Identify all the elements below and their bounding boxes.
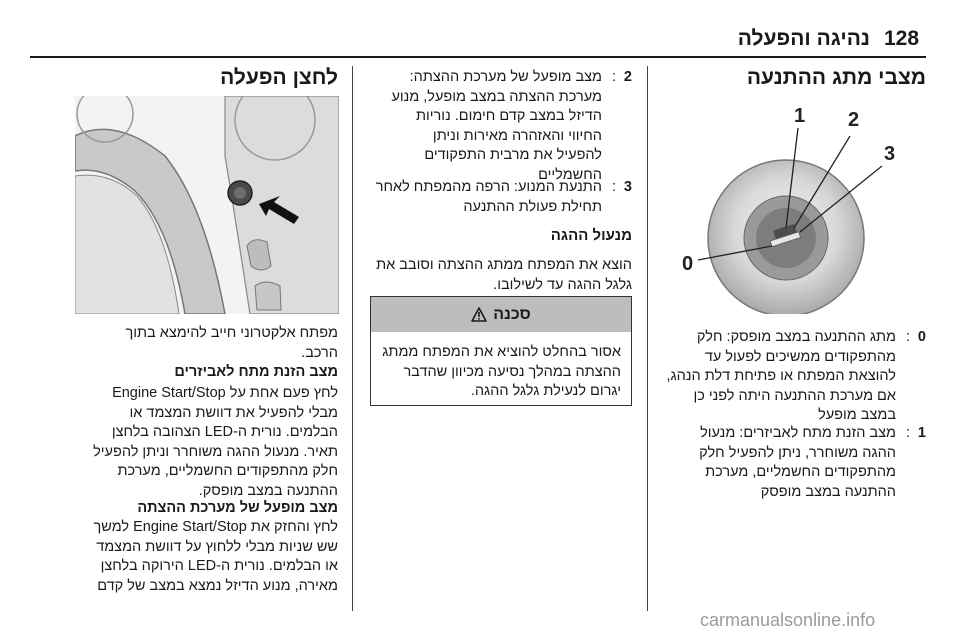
column-divider-left (352, 66, 353, 611)
danger-header (371, 297, 631, 332)
item-number: 2 (623, 69, 632, 85)
left-intro-text: מפתח אלקטרוני חייב להימצא בתוך הרכב. (125, 325, 338, 361)
danger-title: סכנה (493, 305, 531, 323)
position-label-1: 1 (794, 105, 806, 127)
item-text: מצב מופעל של מערכת ההצתה: מערכת ההצתה במצב מופעל, מנוע הדיזל במצב קדם חימום. נוריות החיווי והאזהרה מאירות וניתן להפעיל את מרבית התפקודים החשמליים (391, 69, 602, 183)
item-colon: : (611, 69, 616, 85)
position-item-3 (370, 178, 632, 218)
ignition-on-text: לחץ והחזק את Engine Start/Stop למשך שש שניות מבלי ללחוץ על דוושת המצמד או הבלמים. נורית ה-LED הירוקה בלחצן מאירה, מנוע הדיזל נמצא במצב של קדם (93, 519, 338, 594)
position-item-1 (656, 424, 926, 506)
section-title: נהיגה והפעלה (737, 27, 870, 50)
accessory-mode-text: לחץ פעם אחת על Engine Start/Stop מבלי להפעיל את דוושת המצמד או הבלמים. נורית ה-LED הצהובה בלחצן תאיר. מנעול ההגה משוחרר וניתן להפעיל חלק מהתפקודים החשמליים, מערכת ההתנעה במצב מופסק. (93, 385, 338, 499)
position-label-3: 3 (884, 143, 896, 165)
control-knob (247, 240, 271, 270)
accessory-mode-heading: מצב הזנת מתח לאביזרים (174, 364, 338, 380)
warning-triangle-icon (471, 307, 487, 322)
position-label-2: 2 (848, 109, 860, 131)
item-colon: : (611, 179, 616, 195)
right-column-heading: מצבי מתג ההתנעה (746, 66, 926, 89)
steering-lock-heading: מנעול ההגה (550, 227, 632, 244)
position-item-2 (370, 68, 632, 186)
position-item-0 (656, 328, 926, 428)
item-colon: : (905, 425, 910, 441)
danger-box (370, 296, 632, 406)
danger-text: אסור בהחלט להוציא את המפתח ממתג ההצתה במהלך נסיעה מכיוון שהדבר יגרום לנעילת גלגל ההגה. (382, 344, 621, 399)
control-knob (255, 282, 281, 310)
column-divider-right (647, 66, 648, 611)
item-text: התנעת המנוע: הרפה מהמפתח לאחר תחילת פעולת ההתנעה (375, 179, 602, 215)
steering-lock-text: הוצא את המפתח ממתג ההצתה וסובב את גלגל ההגה עד לשילובו. (376, 257, 632, 293)
item-text: מתג ההתנעה במצב מופסק: חלק מהתפקודים ממשיכים לפעול עד להוצאת המפתח או פתיחת דלת הנהג, אם מערכת ההתנעה היתה לפני כן במצב מופעל (666, 329, 896, 423)
left-column-heading: לחצן הפעלה (220, 66, 338, 89)
item-text: מצב הזנת מתח לאביזרים: מנעול ההגה משוחרר, ניתן להפעיל חלק מהתפקודים החשמליים, מערכת ההתנעה במצב מופסק (699, 425, 896, 500)
item-number: 1 (917, 425, 926, 441)
item-number: 0 (917, 329, 926, 345)
header-rule (30, 56, 926, 58)
item-colon: : (905, 329, 910, 345)
position-label-0: 0 (682, 253, 694, 275)
watermark: carmanualsonline.info (700, 610, 876, 630)
ignition-switch-figure (660, 96, 926, 314)
ignition-on-heading: מצב מופעל של מערכת ההצתה (137, 500, 338, 516)
page-number: 128 (884, 27, 920, 50)
item-number: 3 (623, 179, 632, 195)
start-stop-button-figure (75, 96, 339, 314)
